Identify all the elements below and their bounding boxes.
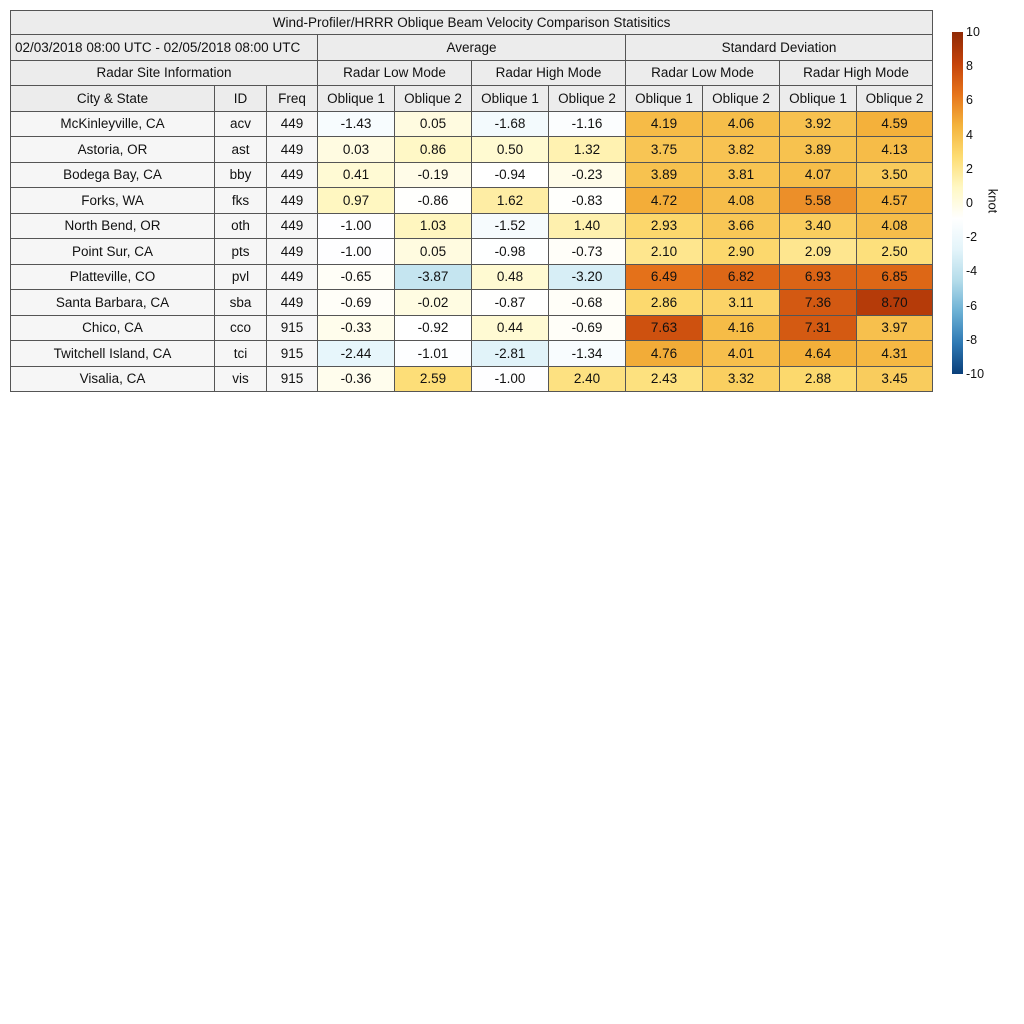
std-dev-value-cell: 2.90	[703, 239, 780, 265]
average-value-cell: 0.05	[395, 111, 472, 137]
site-city: North Bend, OR	[11, 213, 215, 239]
std-dev-value-cell: 6.49	[626, 264, 703, 290]
site-id: fks	[215, 188, 267, 214]
std-high-mode-header: Radar High Mode	[780, 60, 933, 86]
oblique2-column-header: Oblique 2	[395, 86, 472, 112]
oblique1-column-header: Oblique 1	[318, 86, 395, 112]
site-city: Visalia, CA	[11, 366, 215, 392]
oblique2-column-header: Oblique 2	[857, 86, 933, 112]
table-row	[11, 239, 933, 265]
table-row	[11, 315, 933, 341]
std-dev-value-cell: 6.93	[780, 264, 857, 290]
std-dev-value-cell: 3.11	[703, 290, 780, 316]
std-dev-value-cell: 3.32	[703, 366, 780, 392]
table-row	[11, 162, 933, 188]
std-dev-value-cell: 4.76	[626, 341, 703, 367]
average-value-cell: -0.65	[318, 264, 395, 290]
oblique2-column-header: Oblique 2	[549, 86, 626, 112]
table-row	[11, 341, 933, 367]
std-dev-value-cell: 7.31	[780, 315, 857, 341]
city-column-header: City & State	[11, 86, 215, 112]
average-value-cell: -0.02	[395, 290, 472, 316]
std-low-mode-header: Radar Low Mode	[626, 60, 780, 86]
site-id: sba	[215, 290, 267, 316]
average-value-cell: 0.41	[318, 162, 395, 188]
average-value-cell: 0.03	[318, 137, 395, 163]
colorbar-tick-label: 2	[966, 161, 973, 176]
colorbar-tick-label: -10	[966, 367, 985, 381]
site-freq: 915	[267, 341, 318, 367]
std-dev-value-cell: 2.09	[780, 239, 857, 265]
average-value-cell: -1.00	[472, 366, 549, 392]
avg-high-mode-header: Radar High Mode	[472, 60, 626, 86]
average-value-cell: -0.94	[472, 162, 549, 188]
site-id: vis	[215, 366, 267, 392]
std-dev-value-cell: 4.59	[857, 111, 933, 137]
site-id: pvl	[215, 264, 267, 290]
std-dev-value-cell: 3.75	[626, 137, 703, 163]
std-dev-value-cell: 3.92	[780, 111, 857, 137]
std-dev-value-cell: 4.07	[780, 162, 857, 188]
colorbar-tick-label: -4	[966, 264, 978, 279]
site-info-header: Radar Site Information	[11, 60, 318, 86]
std-dev-value-cell: 3.45	[857, 366, 933, 392]
site-id: bby	[215, 162, 267, 188]
average-value-cell: 1.32	[549, 137, 626, 163]
average-value-cell: 2.59	[395, 366, 472, 392]
average-value-cell: -1.34	[549, 341, 626, 367]
std-dev-value-cell: 2.43	[626, 366, 703, 392]
site-city: McKinleyville, CA	[11, 111, 215, 137]
std-dev-value-cell: 5.58	[780, 188, 857, 214]
oblique2-column-header: Oblique 2	[703, 86, 780, 112]
site-freq: 449	[267, 239, 318, 265]
average-value-cell: 0.50	[472, 137, 549, 163]
colorbar-tick-label: -2	[966, 230, 978, 245]
average-value-cell: -0.33	[318, 315, 395, 341]
id-column-header: ID	[215, 86, 267, 112]
site-id: pts	[215, 239, 267, 265]
average-value-cell: -1.52	[472, 213, 549, 239]
std-dev-value-cell: 4.31	[857, 341, 933, 367]
average-value-cell: -0.36	[318, 366, 395, 392]
std-dev-value-cell: 4.13	[857, 137, 933, 163]
colorbar-tick-label: -6	[966, 298, 978, 313]
table-row	[11, 111, 933, 137]
std-dev-value-cell: 7.36	[780, 290, 857, 316]
site-city: Astoria, OR	[11, 137, 215, 163]
average-value-cell: -0.69	[318, 290, 395, 316]
average-value-cell: 0.44	[472, 315, 549, 341]
site-id: oth	[215, 213, 267, 239]
average-value-cell: -1.16	[549, 111, 626, 137]
std-dev-value-cell: 2.88	[780, 366, 857, 392]
average-value-cell: -3.87	[395, 264, 472, 290]
site-city: Platteville, CO	[11, 264, 215, 290]
site-freq: 449	[267, 111, 318, 137]
site-freq: 449	[267, 213, 318, 239]
average-value-cell: -1.43	[318, 111, 395, 137]
site-city: Point Sur, CA	[11, 239, 215, 265]
average-group-header: Average	[318, 35, 626, 61]
site-freq: 449	[267, 137, 318, 163]
average-value-cell: -3.20	[549, 264, 626, 290]
oblique1-column-header: Oblique 1	[472, 86, 549, 112]
site-freq: 915	[267, 366, 318, 392]
colorbar-tick-label: 10	[966, 25, 980, 39]
std-dev-value-cell: 4.01	[703, 341, 780, 367]
std-dev-value-cell: 3.89	[780, 137, 857, 163]
std-dev-value-cell: 7.63	[626, 315, 703, 341]
average-value-cell: -0.73	[549, 239, 626, 265]
average-value-cell: 0.05	[395, 239, 472, 265]
colorbar-label: knot	[985, 188, 1001, 214]
std-dev-value-cell: 4.06	[703, 111, 780, 137]
std-dev-value-cell: 4.19	[626, 111, 703, 137]
site-id: ast	[215, 137, 267, 163]
std-dev-value-cell: 3.50	[857, 162, 933, 188]
average-value-cell: 1.03	[395, 213, 472, 239]
average-value-cell: -1.01	[395, 341, 472, 367]
site-city: Santa Barbara, CA	[11, 290, 215, 316]
colorbar-tick-label: -8	[966, 332, 978, 347]
average-value-cell: -0.68	[549, 290, 626, 316]
freq-column-header: Freq	[267, 86, 318, 112]
std-dev-value-cell: 3.89	[626, 162, 703, 188]
avg-low-mode-header: Radar Low Mode	[318, 60, 472, 86]
average-value-cell: -0.83	[549, 188, 626, 214]
average-value-cell: -0.92	[395, 315, 472, 341]
table-row	[11, 264, 933, 290]
average-value-cell: -1.68	[472, 111, 549, 137]
std-dev-group-header: Standard Deviation	[626, 35, 933, 61]
colorbar-tick-label: 6	[966, 93, 973, 108]
average-value-cell: -2.81	[472, 341, 549, 367]
std-dev-value-cell: 3.40	[780, 213, 857, 239]
std-dev-value-cell: 6.85	[857, 264, 933, 290]
colorbar	[952, 32, 963, 374]
average-value-cell: -0.69	[549, 315, 626, 341]
site-city: Forks, WA	[11, 188, 215, 214]
average-value-cell: -2.44	[318, 341, 395, 367]
average-value-cell: 0.97	[318, 188, 395, 214]
average-value-cell: -0.86	[395, 188, 472, 214]
colorbar-tick-label: 8	[966, 59, 973, 74]
std-dev-value-cell: 2.93	[626, 213, 703, 239]
std-dev-value-cell: 4.64	[780, 341, 857, 367]
average-value-cell: -1.00	[318, 213, 395, 239]
site-freq: 449	[267, 188, 318, 214]
site-freq: 449	[267, 290, 318, 316]
std-dev-value-cell: 3.82	[703, 137, 780, 163]
site-id: tci	[215, 341, 267, 367]
std-dev-value-cell: 4.16	[703, 315, 780, 341]
average-value-cell: -0.87	[472, 290, 549, 316]
site-freq: 449	[267, 264, 318, 290]
site-city: Chico, CA	[11, 315, 215, 341]
site-city: Twitchell Island, CA	[11, 341, 215, 367]
oblique1-column-header: Oblique 1	[780, 86, 857, 112]
std-dev-value-cell: 6.82	[703, 264, 780, 290]
average-value-cell: 2.40	[549, 366, 626, 392]
std-dev-value-cell: 3.81	[703, 162, 780, 188]
table-row	[11, 137, 933, 163]
site-freq: 915	[267, 315, 318, 341]
std-dev-value-cell: 2.10	[626, 239, 703, 265]
average-value-cell: -0.98	[472, 239, 549, 265]
std-dev-value-cell: 2.86	[626, 290, 703, 316]
average-value-cell: 1.62	[472, 188, 549, 214]
table-row	[11, 188, 933, 214]
site-freq: 449	[267, 162, 318, 188]
std-dev-value-cell: 4.57	[857, 188, 933, 214]
site-id: acv	[215, 111, 267, 137]
oblique1-column-header: Oblique 1	[626, 86, 703, 112]
std-dev-value-cell: 3.66	[703, 213, 780, 239]
std-dev-value-cell: 2.50	[857, 239, 933, 265]
table-row	[11, 290, 933, 316]
std-dev-value-cell: 4.08	[857, 213, 933, 239]
colorbar-tick-label: 4	[966, 127, 973, 142]
average-value-cell: -1.00	[318, 239, 395, 265]
table-row	[11, 366, 933, 392]
date-range: 02/03/2018 08:00 UTC - 02/05/2018 08:00 UTC	[11, 35, 318, 61]
std-dev-value-cell: 8.70	[857, 290, 933, 316]
average-value-cell: -0.23	[549, 162, 626, 188]
average-value-cell: -0.19	[395, 162, 472, 188]
std-dev-value-cell: 4.08	[703, 188, 780, 214]
colorbar-tick-label: 0	[966, 196, 973, 210]
table-row	[11, 213, 933, 239]
site-city: Bodega Bay, CA	[11, 162, 215, 188]
stats-table	[10, 10, 933, 392]
std-dev-value-cell: 4.72	[626, 188, 703, 214]
average-value-cell: 0.86	[395, 137, 472, 163]
average-value-cell: 0.48	[472, 264, 549, 290]
site-id: cco	[215, 315, 267, 341]
std-dev-value-cell: 3.97	[857, 315, 933, 341]
table-title: Wind-Profiler/HRRR Oblique Beam Velocity Comparison Statisitics	[11, 11, 933, 35]
average-value-cell: 1.40	[549, 213, 626, 239]
